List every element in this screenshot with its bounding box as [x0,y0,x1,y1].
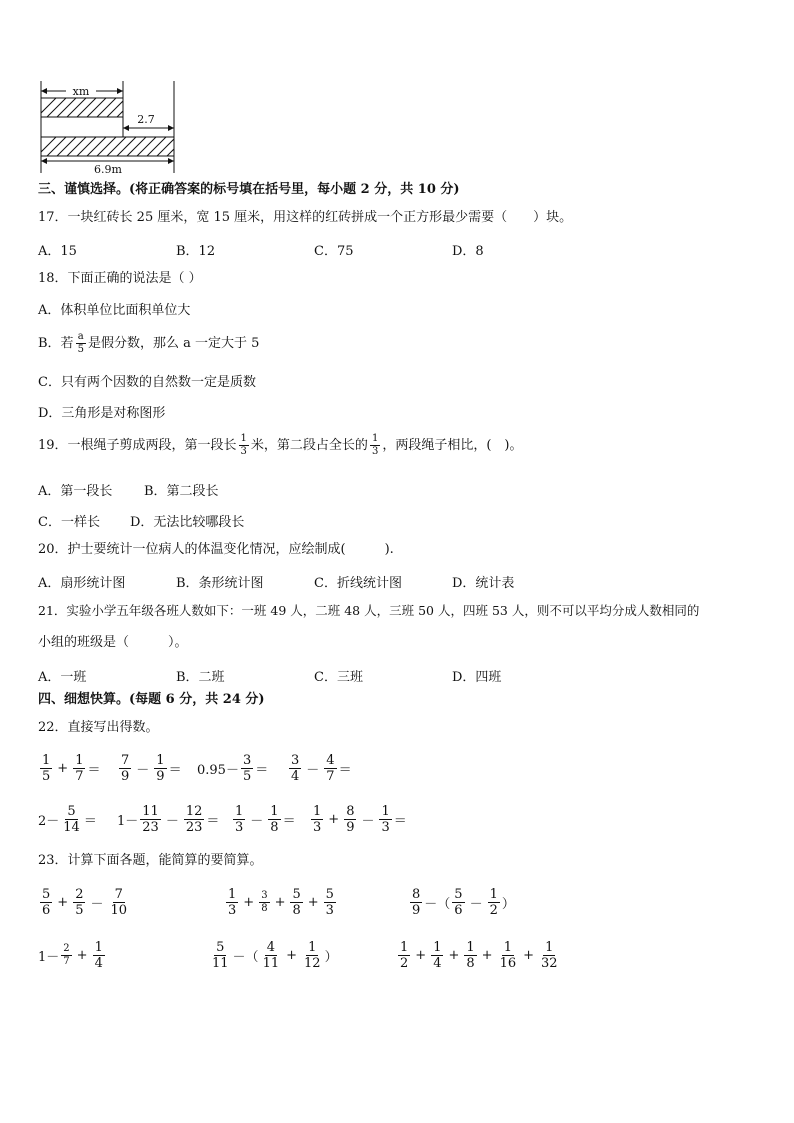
e7-n2: 1 [270,804,279,819]
e1-n1: 1 [42,753,51,768]
e3-d1: 5 [242,769,252,784]
q17-option-a: A．15 [38,244,77,259]
q22-expr-2 [117,754,182,783]
e8-eq: ＝ [393,814,407,829]
q22-expr-5 [38,805,97,834]
e1-d1: 5 [42,769,51,784]
q23-expr-4 [38,941,107,970]
f6-n5: 1 [545,940,554,955]
f6-op-1: + [415,948,427,963]
q22-expr-3 [197,754,268,783]
e4-n2: 4 [326,753,335,768]
f4-op: + [76,948,88,963]
f5-d1: 11 [212,956,229,971]
q19-fraction-2 [370,434,380,457]
q22-expr-4 [287,754,352,783]
f6-op-4: + [523,948,535,963]
e6-op: － [165,814,179,829]
e6-lead: 1－ [117,814,139,829]
q19-n1: 1 [240,433,247,444]
q18-b-prefix: B．若 [38,335,74,351]
f6-d4: 16 [499,956,517,971]
f5-n2: 4 [266,940,275,955]
f3-n2: 5 [454,887,463,902]
rectangle-diagram [36,78,186,178]
f2-op1: + [243,895,255,910]
f3-d1: 9 [412,903,421,918]
mid-label: 2.7 [137,113,155,126]
f1-n2: 2 [75,887,84,902]
f2-d4: 3 [325,903,334,918]
f6-d1: 2 [400,956,409,971]
q20-option-b: B．条形统计图 [176,576,264,591]
q17-option-d: D．8 [452,244,484,259]
e8-op2: － [361,814,375,829]
q20-option-a: A．扇形统计图 [38,576,126,591]
f2-n4: 5 [325,887,334,902]
e6-d1: 23 [142,820,159,835]
f2-d3: 8 [292,903,301,918]
f1-d1: 6 [42,903,51,918]
q23-expr-1 [38,888,131,917]
e6-d2: 23 [185,820,203,835]
e5-d1: 14 [63,820,80,835]
f3-close: ） [501,897,515,912]
e5-lead: 2－ [38,814,60,829]
e5-n1: 5 [67,804,76,819]
e6-n1: 11 [142,804,159,819]
e2-op: － [136,763,150,778]
q19-option-b: B．第二段长 [144,484,219,499]
e2-n2: 1 [156,753,165,768]
bottom-label: 6.9m [94,163,122,176]
q20-option-c: C．折线统计图 [314,576,402,591]
f5-n1: 5 [216,940,225,955]
e4-op: － [306,763,320,778]
section3-title: 三、谨慎选择。(将正确答案的标号填在括号里，每小题 2 分，共 10 分) [38,182,460,197]
q18-b-den: 5 [77,344,84,355]
e4-eq: ＝ [338,763,352,778]
f6-op-2: + [448,948,460,963]
q23-expr-3 [408,888,515,917]
q19-option-d: D．无法比较哪段长 [130,515,245,530]
f6-n2: 1 [433,940,442,955]
e8-n2: 8 [346,804,355,819]
e4-d2: 7 [326,769,335,784]
q19-part1: 19．一根绳子剪成两段，第一段长 [38,437,237,453]
e1-d2: 7 [75,769,84,784]
q19-part2: 米，第二段占全长的 [250,437,368,453]
q17-text: 17．一块红砖长 25 厘米，宽 15 厘米，用这样的红砖拼成一个正方形最少需要（ ）块。 [38,210,573,225]
q23-expr-5 [208,941,338,970]
q21-option-b: B．二班 [176,670,225,685]
q22-expr-7 [231,805,296,834]
e1-eq: ＝ [87,763,101,778]
f3-op: － [469,897,483,912]
q20-text: 20．护士要统计一位病人的体温变化情况，应绘制成( ). [38,542,394,557]
q21-option-a: A．一班 [38,670,87,685]
q23-expr-2 [224,888,338,917]
f3-d3: 2 [489,903,498,918]
q19-n2: 1 [371,433,379,444]
q22-expr-1 [38,754,100,783]
q19-part3: ，两段绳子相比，( )。 [382,437,523,453]
e8-op1: + [328,812,340,827]
q19-d1: 3 [240,446,247,457]
top-label: xm [72,85,90,98]
q19-option-c: C．一样长 [38,515,100,530]
f3-n1: 8 [412,887,421,902]
f2-op2: + [274,895,286,910]
e3-lead: 0.95－ [197,763,239,778]
e1-n2: 1 [75,753,84,768]
f5-close: ） [324,950,338,965]
q20-option-d: D．统计表 [452,576,515,591]
f1-n3: 7 [114,887,123,902]
e7-d2: 8 [270,820,279,835]
q23-text: 23．计算下面各题，能简算的要简算。 [38,853,263,868]
f5-d3: 12 [304,956,321,971]
e6-eq: ＝ [206,814,220,829]
f2-n3: 5 [292,887,301,902]
e6-n2: 12 [185,804,203,819]
q18-option-d: D．三角形是对称图形 [38,406,166,421]
f5-op: + [286,948,298,963]
e7-d1: 3 [235,820,244,835]
f5-d2: 11 [262,956,280,971]
f2-op3: + [307,895,319,910]
e8-d1: 3 [313,820,322,835]
q18-option-b [38,332,259,355]
f2-d2: 8 [261,903,268,914]
q21-option-c: C．三班 [314,670,363,685]
f4-lead: 1－ [38,950,60,965]
f6-d3: 8 [466,956,475,971]
e4-d1: 4 [291,769,300,784]
q21-line2: 小组的班级是（ ）。 [38,635,188,650]
f6-n1: 1 [400,940,409,955]
f2-d1: 3 [228,903,237,918]
f1-d3: 10 [110,903,128,918]
e8-d3: 3 [381,820,390,835]
q23-expr-6 [396,941,562,970]
f4-n1: 2 [63,943,70,954]
e4-n1: 3 [291,753,300,768]
e2-d2: 9 [156,769,165,784]
f6-d5: 32 [541,956,558,971]
f1-d2: 5 [75,903,84,918]
f3-n3: 1 [489,887,498,902]
f4-n2: 1 [94,940,103,955]
f6-n3: 1 [466,940,475,955]
f2-n1: 1 [228,887,237,902]
e8-n3: 1 [381,804,390,819]
f5-n3: 1 [308,940,317,955]
q17-option-b: B．12 [176,244,216,259]
q18-option-a: A．体积单位比面积单位大 [38,303,191,318]
q19-fraction-1 [239,434,249,457]
f2-n2: 3 [261,890,268,901]
q17-option-c: C．75 [314,244,354,259]
f4-d2: 4 [94,956,103,971]
q18-b-fraction [76,332,86,355]
e3-n1: 3 [242,753,252,768]
f1-op2: － [90,897,104,912]
q22-expr-8 [309,805,407,834]
section4-title: 四、细想快算。(每题 6 分，共 24 分) [38,692,265,707]
q18-option-c: C．只有两个因数的自然数一定是质数 [38,375,256,390]
e5-eq: ＝ [83,814,97,829]
f5-mid: －（ [232,950,259,965]
f4-d1: 7 [63,956,70,967]
e8-n1: 1 [313,804,322,819]
e2-d1: 9 [121,769,130,784]
e3-eq: ＝ [255,763,269,778]
q19-option-a: A．第一段长 [38,484,113,499]
q22-expr-6 [117,805,219,834]
q21-option-d: D．四班 [452,670,502,685]
e7-op: － [250,814,264,829]
e7-n1: 1 [235,804,244,819]
q19-text [38,434,522,457]
q22-text: 22．直接写出得数。 [38,720,159,735]
f6-op-3: + [481,948,493,963]
f1-op1: + [57,895,69,910]
f3-mid: －（ [424,897,451,912]
e8-d2: 9 [346,820,355,835]
q21-line1: 21．实验小学五年级各班人数如下：一班 49 人，二班 48 人，三班 50 人，四班 53 人，则不可以平均分成人数相同的 [38,603,700,618]
f6-d2: 4 [433,956,442,971]
f3-d2: 6 [454,903,463,918]
q18-b-num: a [77,331,84,342]
e1-op: + [57,761,69,776]
q18-b-suffix: 是假分数，那么 a 一定大于 5 [87,335,260,351]
f6-n4: 1 [503,940,512,955]
f1-n1: 5 [42,887,51,902]
q19-d2: 3 [371,446,379,457]
e2-n1: 7 [121,753,130,768]
e2-eq: ＝ [168,763,182,778]
e7-eq: ＝ [282,814,296,829]
q18-text: 18．下面正确的说法是（ ） [38,271,202,286]
